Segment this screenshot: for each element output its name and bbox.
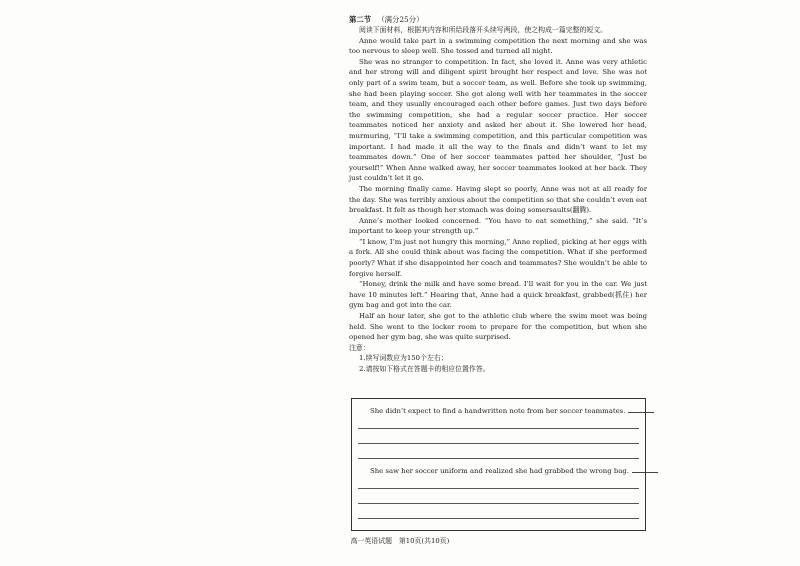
instructions: 阅读下面材料，根据其内容和所给段落开头续写两段，使之构成一篇完整的短文。 bbox=[359, 26, 608, 34]
paragraph-3: The morning finally came. Having slept so poorly, Anne was not at all ready for the day. She was terribly anxious about the competition so that she couldn’t even eat breakfast. It felt as though her stomach was doing somersaults(翻腾). bbox=[349, 184, 647, 215]
paragraph-2: She was no stranger to competition. In fact, she loved it. Anne was very athletic and her strong will and diligent spirit brought her respect and love. She was not only part of a swim team, but a soccer team, as well. Before she took up swimming, she had been playing soccer. She got along well with her teammates in the soccer team, and they usually encouraged each other before games. Just two days before the swimming competition, she had a regular soccer practice. Her soccer teammates noticed her anxiety and asked her about it. She lowered her head, murmuring, “I’ll take a swimming competition, and this particular competition was important. I had made it all the way to the finals and didn’t want to let my teammates down.” One of her soccer teammates patted her shoulder, “Just be yourself!” When Anne walked away, her soccer teammates looked at her back. They just couldn’t let it go. bbox=[349, 57, 647, 183]
paragraph-7: Half an hour later, she got to the athletic club where the swim meet was being held. She went to the locker room to prepare for the competition, but when she opened her gym bag, she was quite surprised. bbox=[349, 312, 647, 342]
paragraph-4: Anne’s mother looked concerned. “You have to eat something,” she said. “It’s important to keep your strength up.” bbox=[349, 216, 647, 236]
paragraph-6: “Honey, drink the milk and have some bread. I’ll wait for you in the car. We just have 10 minutes left.” Hearing that, Anne had a quick breakfast, grabbed(抓住) her gym bag and got into the car. bbox=[349, 280, 647, 310]
content-column bbox=[349, 14, 647, 375]
continuation-prompt-1 bbox=[370, 406, 654, 416]
paragraph-5: “I know, I’m just not hungry this morning,” Anne replied, picking at her eggs with a fork. All she could think about was facing the competition. What if she performed poorly? What if she disappointed her coach and teammates? She wouldn’t be able to forgive herself. bbox=[349, 237, 647, 278]
paragraph-1: Anne would take part in a swimming competition the next morning and she was too nervous to sleep well. She tossed and turned all night. bbox=[349, 36, 647, 56]
writing-line[interactable] bbox=[358, 503, 639, 504]
prompt-1-blank[interactable] bbox=[628, 412, 654, 413]
page-footer: 高一英语试题 第10页(共10页) bbox=[350, 537, 450, 545]
section-title-text: 第二节 bbox=[349, 15, 372, 24]
answer-box bbox=[351, 398, 646, 531]
section-title bbox=[349, 14, 647, 25]
notes-title: 注意： bbox=[349, 343, 370, 352]
section-score: （满分25分） bbox=[377, 15, 424, 24]
continuation-prompt-2 bbox=[370, 466, 658, 476]
prompt-1-text: She didn’t expect to find a handwritten note from her soccer teammates. bbox=[370, 407, 626, 415]
prompt-2-blank[interactable] bbox=[632, 472, 658, 473]
note-item-1: 1.续写词数应为150个左右； bbox=[359, 354, 448, 363]
prompt-2-text: She saw her soccer uniform and realized she had grabbed the wrong bag. bbox=[370, 467, 629, 475]
writing-line[interactable] bbox=[358, 518, 639, 519]
writing-line[interactable] bbox=[358, 428, 639, 429]
note-item-2: 2.请按如下格式在答题卡的相应位置作答。 bbox=[359, 365, 490, 373]
writing-line[interactable] bbox=[358, 458, 639, 459]
writing-line[interactable] bbox=[358, 488, 639, 489]
writing-line[interactable] bbox=[358, 443, 639, 444]
